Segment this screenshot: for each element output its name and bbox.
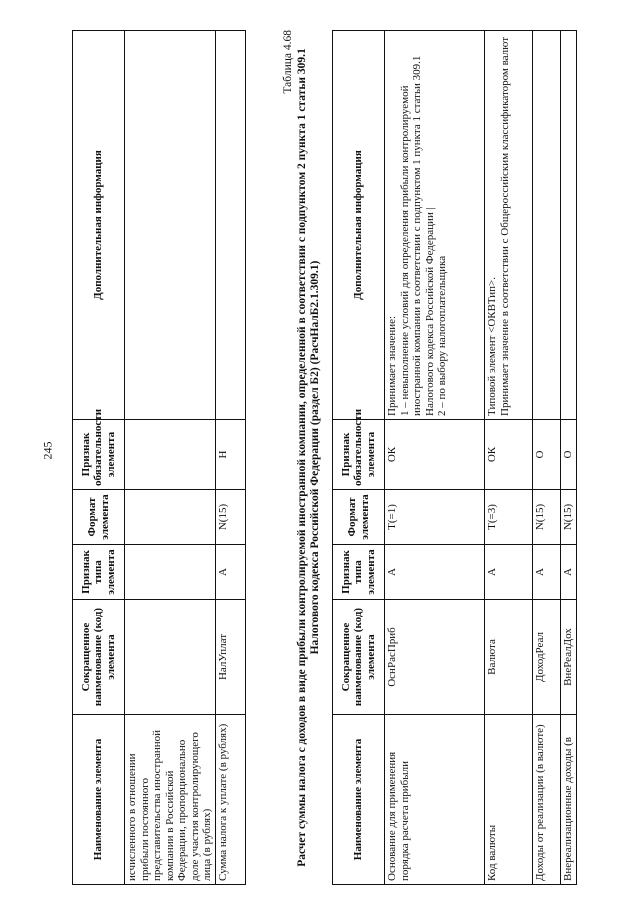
cell-type: А bbox=[561, 545, 577, 600]
cell-format: N(15) bbox=[561, 490, 577, 545]
cell-short: ВнеРеалДох bbox=[561, 600, 577, 715]
header-name: Наименование элемента bbox=[333, 715, 385, 885]
cell-short: ОснРасПриб bbox=[385, 600, 485, 715]
header-short-name: Сокращенное наименование (код) элемента bbox=[73, 600, 125, 715]
cell-format: N(15) bbox=[533, 490, 561, 545]
cell-format: T(=1) bbox=[385, 490, 485, 545]
header-type: Признак типа элемента bbox=[333, 545, 385, 600]
cell-name: исчисленного в отношении прибыли постоянного представительства иностранной компании в Российской Федерации, пропорционально доле участия контролирующего лица (в рублях) bbox=[125, 715, 216, 885]
cell-required: ОК bbox=[385, 420, 485, 490]
cell-name: Сумма налога к уплате (в рублях) bbox=[215, 715, 245, 885]
cell-short: ДоходРеал bbox=[533, 600, 561, 715]
cell-info bbox=[561, 31, 577, 420]
page-number: 245 bbox=[40, 441, 55, 459]
table-4-68 bbox=[332, 30, 577, 885]
cell-format: N(15) bbox=[215, 490, 245, 545]
header-type: Признак типа элемента bbox=[73, 545, 125, 600]
table-row bbox=[385, 31, 485, 885]
header-short-name: Сокращенное наименование (код) элемента bbox=[333, 600, 385, 715]
table-row bbox=[485, 31, 533, 885]
cell-format bbox=[125, 490, 216, 545]
header-required: Признак обязательности элемента bbox=[333, 420, 385, 490]
cell-info bbox=[533, 31, 561, 420]
header-info: Дополнительная информация bbox=[333, 31, 385, 420]
cell-type: А bbox=[215, 545, 245, 600]
cell-required bbox=[125, 420, 216, 490]
cell-info: Принимает значение: 1 – невыполнение условий для определения прибыли контролируемой иностранной компании в соответствии с подпунктом 1 пункта 1 статьи 309.1 Налогового кодекса Российской Федерации | 2 – по выбору налогоплательщика bbox=[385, 31, 485, 420]
cell-short: НалУплат bbox=[215, 600, 245, 715]
table-row bbox=[561, 31, 577, 885]
table-header-row bbox=[73, 31, 125, 885]
cell-required: ОК bbox=[485, 420, 533, 490]
cell-info bbox=[215, 31, 245, 420]
cell-name: Внереализационные доходы (в bbox=[561, 715, 577, 885]
header-format: Формат элемента bbox=[333, 490, 385, 545]
table-row bbox=[533, 31, 561, 885]
table-row bbox=[125, 31, 216, 885]
header-format: Формат элемента bbox=[73, 490, 125, 545]
table-number: Таблица 4.68 bbox=[282, 30, 294, 94]
cell-type bbox=[125, 545, 216, 600]
table-continuation bbox=[72, 30, 246, 885]
header-name: Наименование элемента bbox=[73, 715, 125, 885]
cell-required: О bbox=[561, 420, 577, 490]
cell-short bbox=[125, 600, 216, 715]
rotated-page-content bbox=[72, 30, 572, 885]
table-row bbox=[215, 31, 245, 885]
cell-required: Н bbox=[215, 420, 245, 490]
cell-type: А bbox=[485, 545, 533, 600]
cell-name: Доходы от реализации (в валюте) bbox=[533, 715, 561, 885]
cell-info bbox=[125, 31, 216, 420]
header-required: Признак обязательности элемента bbox=[73, 420, 125, 490]
cell-format: T(=3) bbox=[485, 490, 533, 545]
cell-required: О bbox=[533, 420, 561, 490]
cell-type: А bbox=[533, 545, 561, 600]
cell-info: Типовой элемент <ОКВТип>. Принимает значение в соответствии с Общероссийским классификатором валют bbox=[485, 31, 533, 420]
cell-name: Основание для применения порядка расчета прибыли bbox=[385, 715, 485, 885]
table-header-row bbox=[333, 31, 385, 885]
cell-type: А bbox=[385, 545, 485, 600]
header-info: Дополнительная информация bbox=[73, 31, 125, 420]
table-title: Расчет суммы налога с доходов в виде прибыли контролируемой иностранной компании, определенной в соответствии с подпунктом 2 пункта 1 статьи 309.1 Налогового кодекса Российской Федерации (раздел Б2) (РасчНалБ2.1.309.1) bbox=[296, 48, 321, 867]
cell-short: Валюта bbox=[485, 600, 533, 715]
cell-name: Код валюты bbox=[485, 715, 533, 885]
